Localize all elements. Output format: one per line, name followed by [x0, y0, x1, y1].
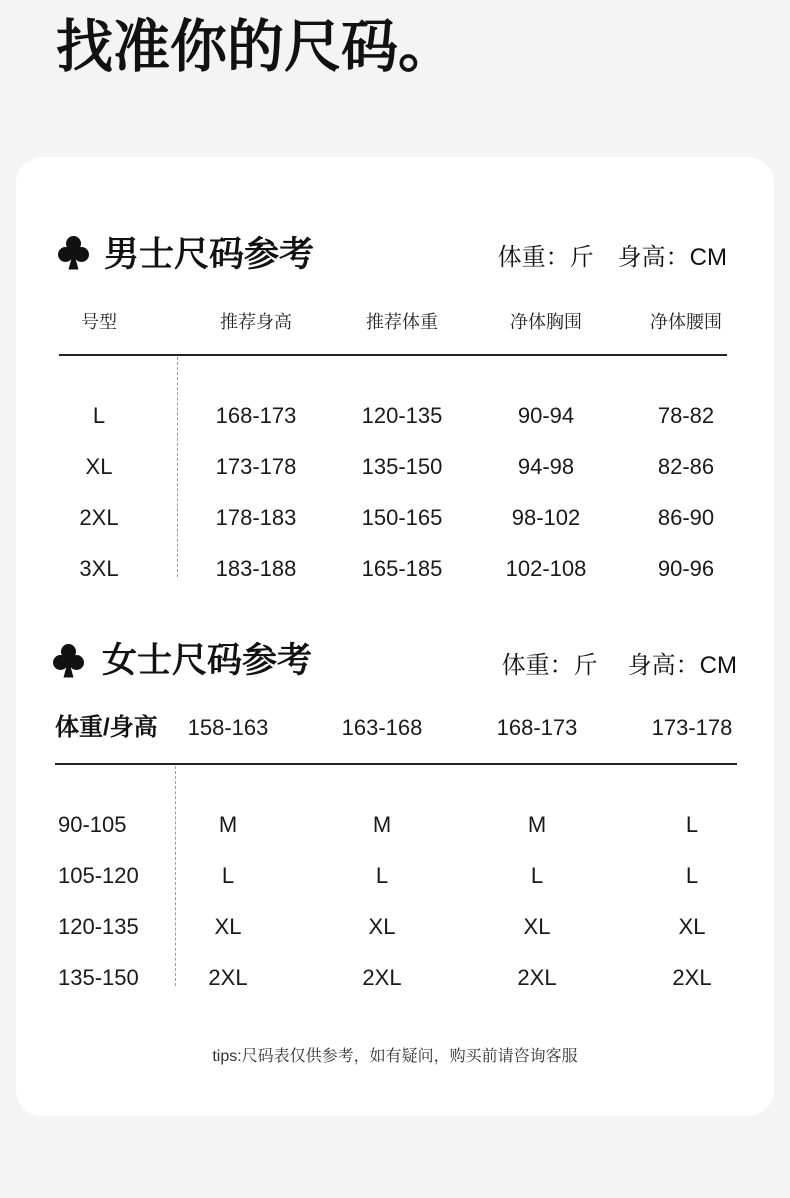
- size-cell: 2XL: [517, 965, 557, 990]
- weight-range-cell: 135-150: [58, 965, 139, 990]
- size-cell: 3XL: [79, 556, 119, 581]
- weight-unit-label: 体重：斤: [497, 244, 594, 271]
- weight-range-cell: 105-120: [58, 863, 139, 888]
- weight-cell: 120-135: [361, 403, 443, 428]
- size-chart-card: [16, 157, 774, 1116]
- waist-cell: 86-90: [657, 505, 715, 530]
- size-cell: XL: [368, 914, 396, 939]
- column-header-height-range: 163-168: [341, 715, 423, 740]
- men-section-title: 男士尺码参考: [104, 235, 315, 274]
- chest-cell: 94-98: [517, 454, 575, 479]
- table-row: [16, 442, 774, 492]
- height-cell: 168-173: [215, 403, 297, 428]
- size-cell: L: [685, 863, 699, 888]
- size-cell: M: [527, 812, 547, 837]
- tips-note: tips:尺码表仅供参考，如有疑问，购买前请咨询客服: [212, 1048, 578, 1065]
- size-cell: L: [685, 812, 699, 837]
- height-cell: 178-183: [215, 505, 297, 530]
- corner-header: 体重/身高: [55, 714, 158, 741]
- column-header-height-range: 173-178: [651, 715, 733, 740]
- size-cell: L: [530, 863, 544, 888]
- waist-cell: 90-96: [657, 556, 715, 581]
- height-cell: 173-178: [215, 454, 297, 479]
- column-header-height: 推荐身高: [220, 312, 292, 332]
- size-cell: XL: [214, 914, 242, 939]
- club-icon: [58, 235, 89, 270]
- column-header-height-range: 158-163: [187, 715, 269, 740]
- women-table-header: [16, 703, 774, 753]
- men-unit-legend: [498, 243, 727, 273]
- chest-cell: 98-102: [511, 505, 581, 530]
- weight-unit-label: 体重：斤: [501, 652, 598, 679]
- women-section-title: 女士尺码参考: [102, 641, 313, 680]
- women-unit-legend: [502, 651, 737, 681]
- height-unit-label: 身高：CM: [617, 244, 727, 271]
- table-row: [16, 800, 774, 850]
- column-header-waist: 净体腰围: [650, 312, 722, 332]
- size-cell: L: [375, 863, 389, 888]
- size-cell: 2XL: [79, 505, 119, 530]
- header-divider: [59, 354, 727, 356]
- size-cell: XL: [523, 914, 551, 939]
- weight-cell: 135-150: [361, 454, 443, 479]
- table-row: [16, 493, 774, 543]
- size-cell: 2XL: [362, 965, 402, 990]
- size-cell: XL: [678, 914, 706, 939]
- table-row: [16, 953, 774, 1003]
- table-row: [16, 851, 774, 901]
- size-cell: 2XL: [208, 965, 248, 990]
- column-header-height-range: 168-173: [496, 715, 578, 740]
- size-cell: XL: [85, 454, 113, 479]
- waist-cell: 78-82: [657, 403, 715, 428]
- column-header-size: 号型: [81, 312, 117, 332]
- size-cell: L: [92, 403, 106, 428]
- weight-cell: 165-185: [361, 556, 443, 581]
- size-cell: L: [221, 863, 235, 888]
- weight-range-cell: 90-105: [58, 812, 127, 837]
- size-cell: 2XL: [672, 965, 712, 990]
- weight-range-cell: 120-135: [58, 914, 139, 939]
- chest-cell: 102-108: [505, 556, 587, 581]
- height-unit-label: 身高：CM: [627, 652, 737, 679]
- table-row: [16, 902, 774, 952]
- men-table-header: [16, 297, 774, 347]
- chest-cell: 90-94: [517, 403, 575, 428]
- page-title: 找准你的尺码。: [56, 15, 455, 79]
- waist-cell: 82-86: [657, 454, 715, 479]
- weight-cell: 150-165: [361, 505, 443, 530]
- table-row: [16, 391, 774, 441]
- column-header-weight: 推荐体重: [366, 312, 438, 332]
- club-icon: [53, 643, 84, 678]
- table-row: [16, 544, 774, 594]
- height-cell: 183-188: [215, 556, 297, 581]
- header-divider: [55, 763, 737, 765]
- size-cell: M: [372, 812, 392, 837]
- column-header-chest: 净体胸围: [510, 312, 582, 332]
- size-cell: M: [218, 812, 238, 837]
